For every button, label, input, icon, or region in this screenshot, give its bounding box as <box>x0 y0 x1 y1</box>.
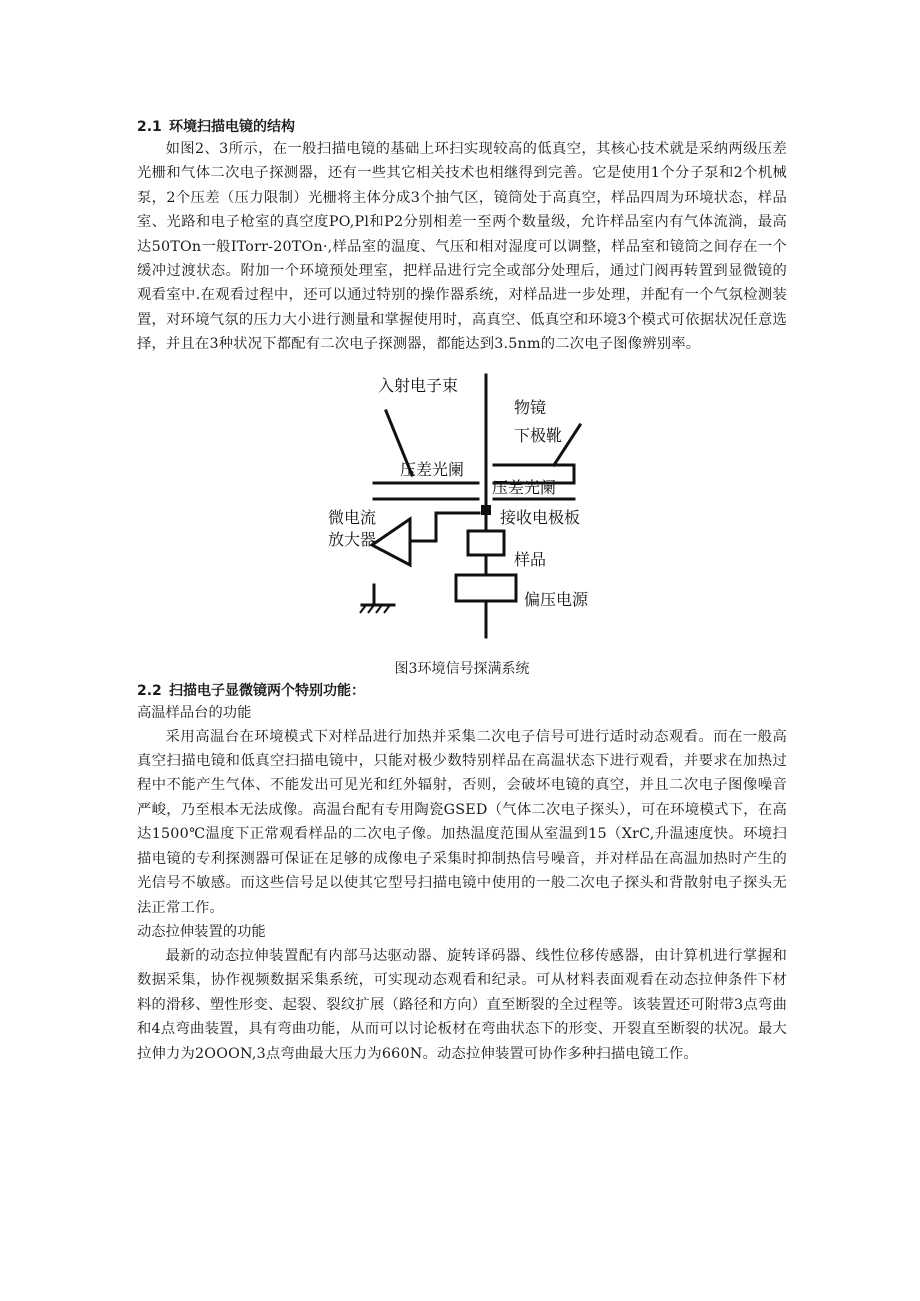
subheading-high-temp: 高温样品台的功能 <box>137 704 252 721</box>
paragraph-structure: 如图2、3所示，在一般扫描电镜的基础上环扫实现较高的低真空，其核心技术就是采纳两级压差光栅和气体二次电子探测器，还有一些其它相关技术也相继得到完善。它是使用1个分子泵和2个机械泵，2个压差（压力限制）光栅将主体分成3个抽气区，镜筒处于高真空，样品四周为环境状态，样品室、光路和电子枪室的真空度PO,Pl和P2分别相差一至两个数量级，允许样品室内有气体流淌，最高达50TOn一般ITorr-20TOn·,样品室的温度、气压和相对湿度可以调整，样品室和镜筒之间存在一个缓冲过渡状态。附加一个环境预处理室，把样品进行完全或部分处理后，通过门阀再转置到显微镜的观看室中.在观看过程中，还可以通过特别的操作器系统，对样品进一步处理，并配有一个气氛检测装置，对环境气氛的压力大小进行测量和掌握使用时，高真空、低真空和环境3个模式可依据状况任意选择，并且在3种状况下都配有二次电子探测器，都能达到3.5nm的二次电子图像辨别率。 <box>137 141 788 353</box>
bias-source-block <box>456 575 516 601</box>
section-title: 扫描电子显微镜两个特别功能： <box>169 682 365 699</box>
sample-block <box>468 531 504 555</box>
figure-caption: 图3环境信号探满系统 <box>394 660 530 677</box>
label-incident-beam: 入射电子束 <box>378 375 459 395</box>
label-amplifier-1: 微电流 <box>328 507 377 527</box>
section-number: 2.1 <box>137 119 162 135</box>
section-title: 环境扫描电镜的结构 <box>169 119 295 135</box>
section-heading-2-2 <box>137 681 787 701</box>
label-pole-shoe: 下极靴 <box>514 425 563 445</box>
label-sample: 样品 <box>514 549 547 569</box>
label-amplifier-2: 放大器 <box>328 529 377 549</box>
label-bias-source: 偏压电源 <box>524 589 589 609</box>
diagram-svg <box>328 369 606 641</box>
document-content <box>137 117 787 1066</box>
amplifier-symbol <box>372 519 410 565</box>
figure-signal-detection <box>137 369 787 641</box>
section-heading-2-1 <box>137 117 787 137</box>
label-electrode-plate: 接收电极板 <box>500 507 581 527</box>
electrode-plate <box>481 505 491 515</box>
paragraph-tensile: 最新的动态拉伸装置配有内部马达驱动器、旋转译码器、线性位移传感器，由计算机进行掌握和数据采集，协作视频数据采集系统，可实现动态观看和纪录。可从材料表面观看在动态拉伸条件下材料的滑移、塑性形变、起裂、裂纹扩展（路径和方向）直至断裂的全过程等。该装置还可附带3点弯曲和4点弯曲装置，具有弯曲功能，从而可以讨论板材在弯曲状态下的形变、开裂直至断裂的状况。最大拉伸力为2OOON,3点弯曲最大压力为660N。动态拉伸装置可协作多种扫描电镜工作。 <box>137 947 787 1062</box>
paragraph-high-temp: 采用高温台在环境模式下对样品进行加热并采集二次电子信号可进行适时动态观看。而在一般高真空扫描电镜和低真空扫描电镜中，只能对极少数特别样品在高温状态下进行观看，并要求在加热过程中不能产生气体、不能发出可见光和红外辐射，否则，会破坏电镜的真空，并且二次电子图像噪音严峻，乃至根本无法成像。高温台配有专用陶瓷GSED（气体二次电子探头），可在环境模式下，在高达1500℃温度下正常观看样品的二次电子像。加热温度范围从室温到15（XrC,升温速度快。环境扫描电镜的专利探测器可保证在足够的成像电子采集时抑制热信号噪音，并对样品在高温加热时产生的光信号不敏感。而这些信号足以使其它型号扫描电镜中使用的一般二次电子探头和背散射电子探头无法正常工作。 <box>137 728 787 916</box>
label-aperture-lower: 压差光阑 <box>492 477 557 497</box>
label-aperture-upper: 压差光阑 <box>400 459 465 479</box>
subheading-tensile: 动态拉伸装置的功能 <box>137 923 266 940</box>
label-objective: 物镜 <box>514 397 547 417</box>
section-number: 2.2 <box>137 682 162 699</box>
